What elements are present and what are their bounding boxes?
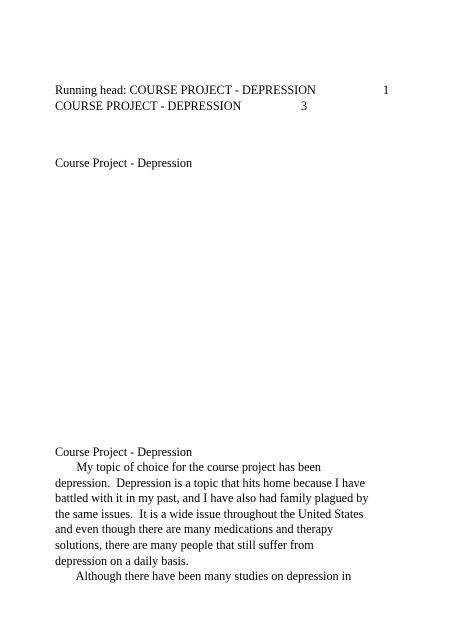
- section-title: Course Project - Depression: [55, 445, 193, 459]
- body-line: the same issues. It is a wide issue throughout the United States: [55, 506, 364, 521]
- body-line: solutions, there are many people that still suffer from: [55, 537, 314, 552]
- page-number-secondary: 3: [301, 99, 308, 113]
- page-number: 1: [383, 83, 390, 97]
- body-line: and even though there are many medications and therapy: [55, 522, 334, 537]
- header-title: COURSE PROJECT - DEPRESSION: [55, 99, 242, 113]
- body-paragraph: [55, 460, 405, 585]
- body-line: My topic of choice for the course project has been: [55, 460, 322, 474]
- body-line: depression. Depression is a topic that hits home because I have: [55, 475, 366, 490]
- body-line: Although there have been many studies on depression in: [55, 569, 352, 584]
- body-line: depression on a daily basis.: [55, 553, 189, 568]
- running-head: Running head: COURSE PROJECT - DEPRESSION: [55, 83, 316, 97]
- document-title: Course Project - Depression: [55, 156, 193, 170]
- body-line: battled with it in my past, and I have also had family plagued by: [55, 491, 369, 506]
